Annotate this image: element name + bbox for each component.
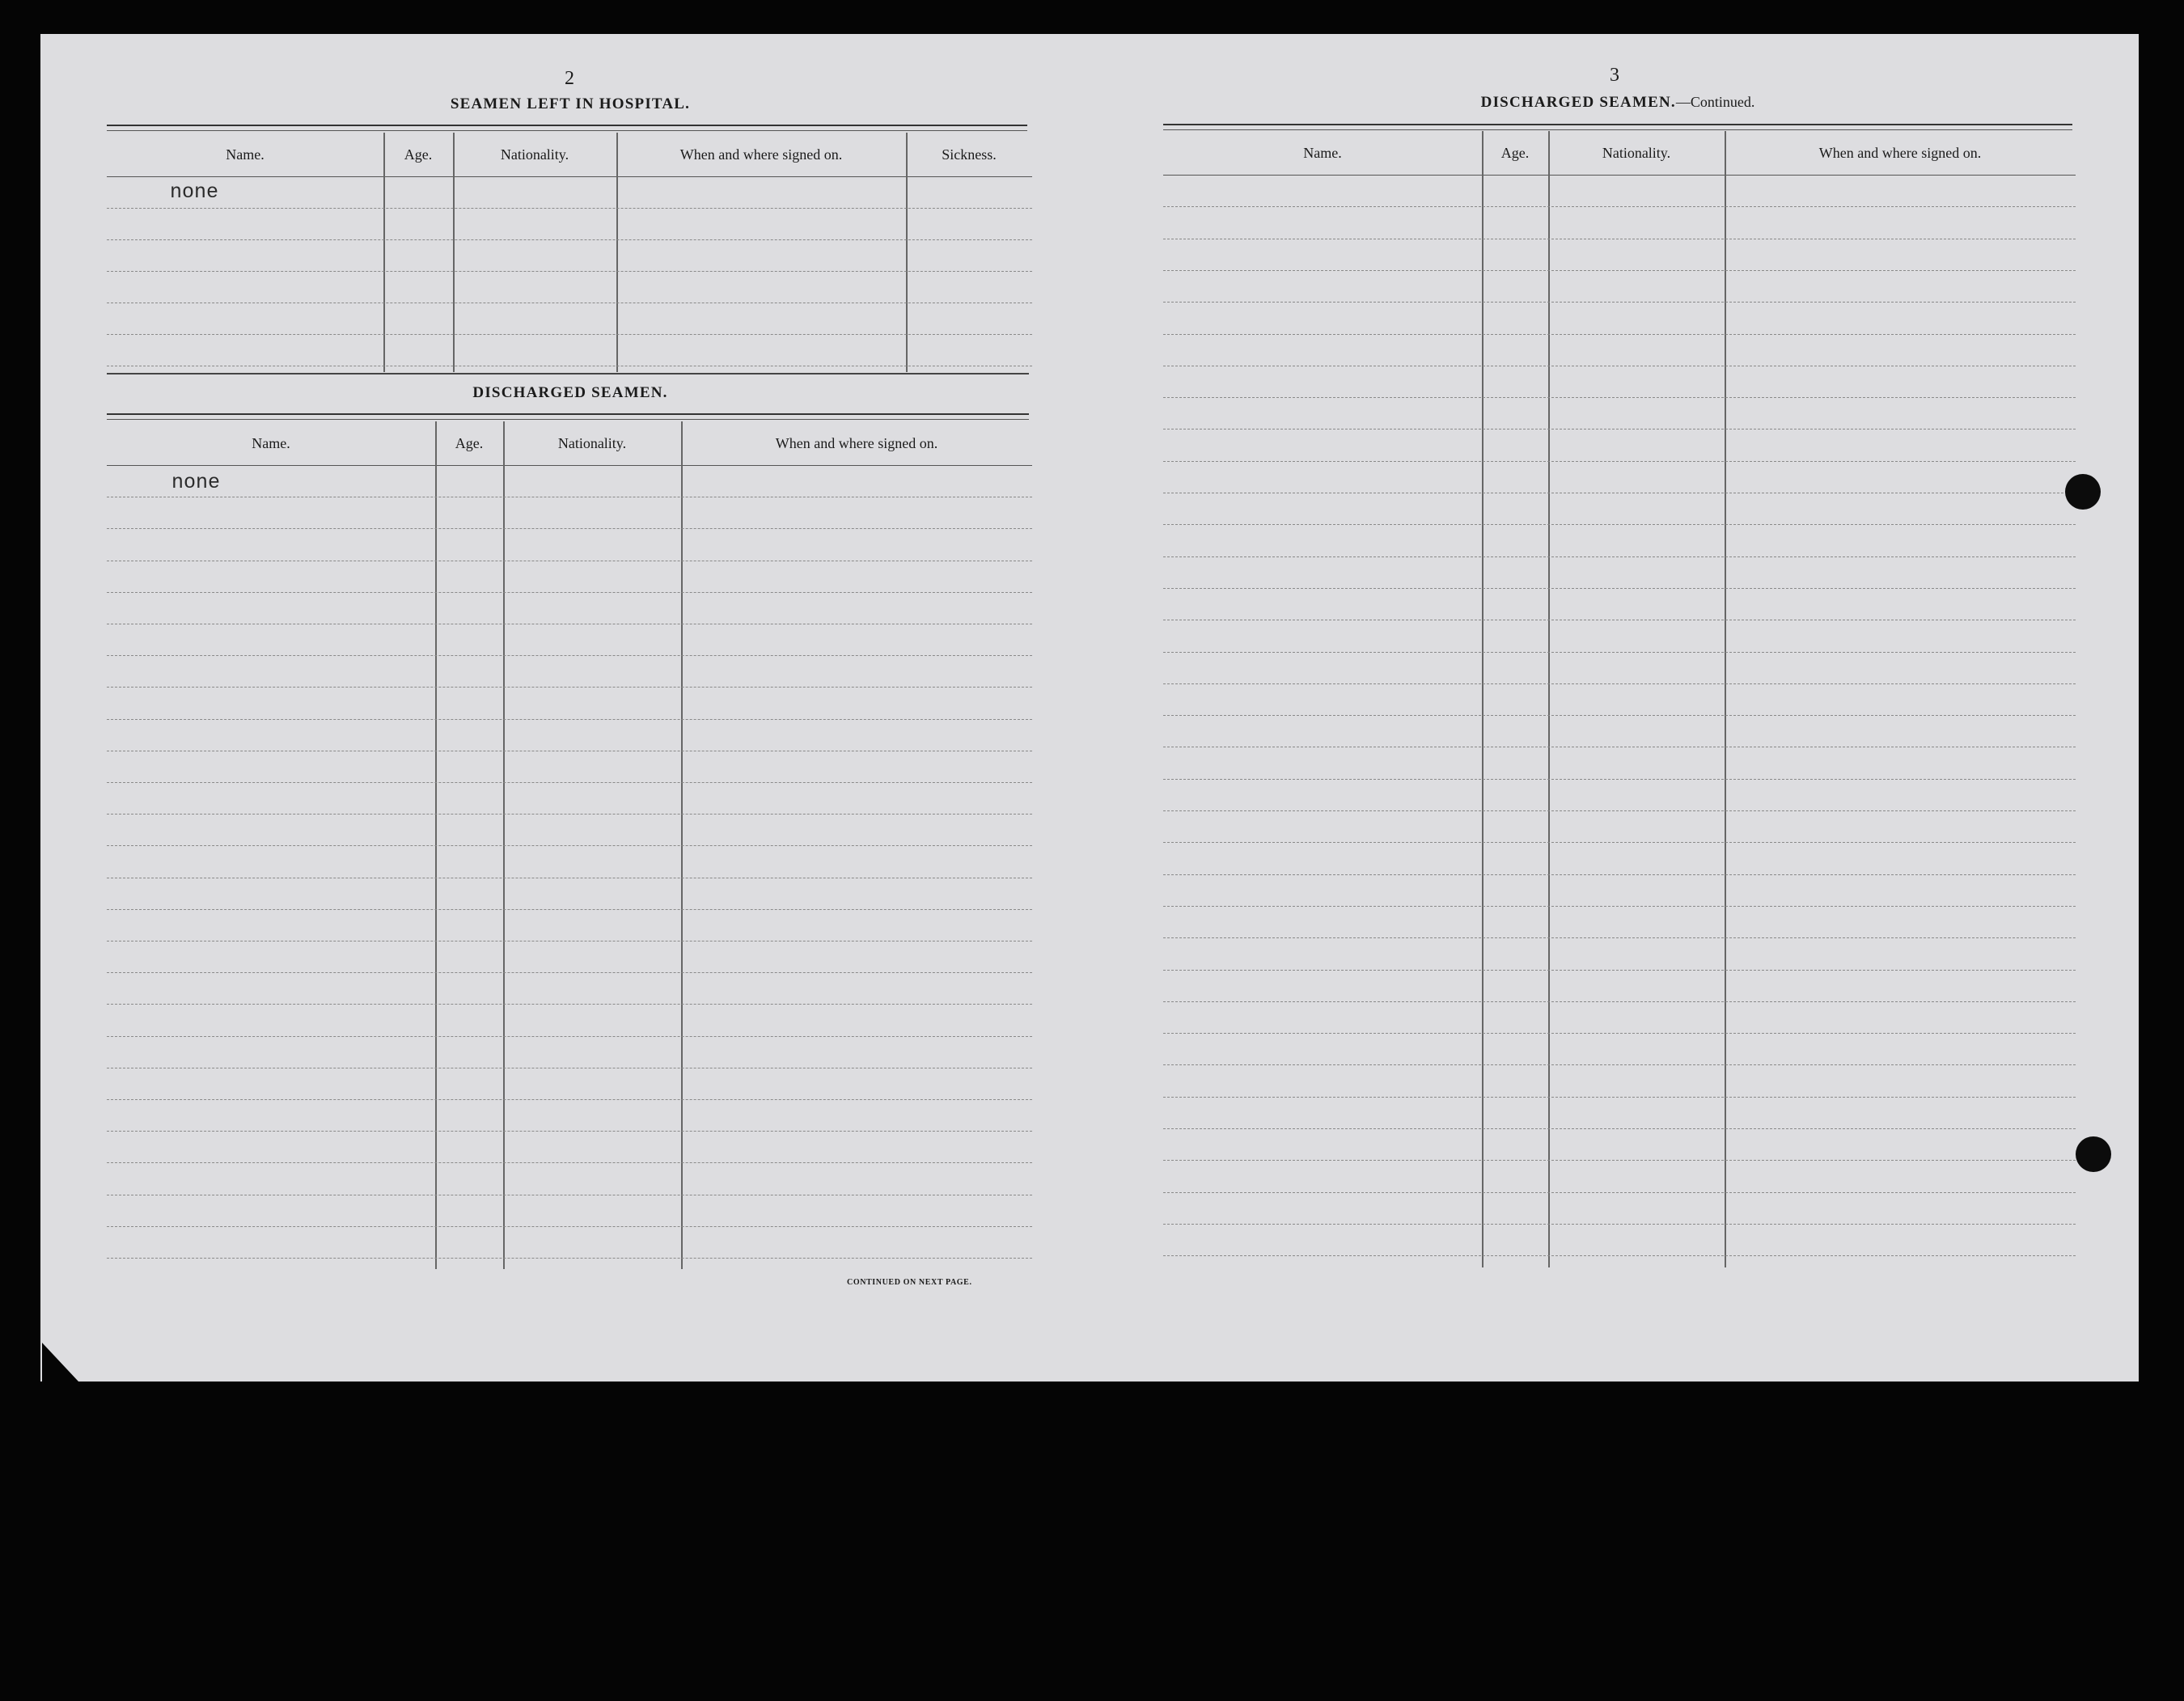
hospital-col-signed-on: When and where signed on. (679, 146, 843, 163)
hospital-bottom-rule (107, 373, 1029, 374)
entry-row-line (107, 1258, 1032, 1259)
entry-row-line (107, 1036, 1032, 1037)
discharged-col-name: Name. (252, 434, 290, 451)
entry-row-line (107, 687, 1032, 688)
right-col-age: Age. (1500, 144, 1530, 161)
entry-row-line (1163, 1160, 2076, 1161)
entry-row-line (107, 1226, 1032, 1227)
discharged-continued-table (1163, 131, 2076, 1267)
discharged-continued-title (1432, 94, 1804, 112)
entry-row-line (1163, 715, 2076, 716)
entry-row-line (1163, 1064, 2076, 1065)
entry-row-line (107, 1162, 1032, 1163)
entry-row-line (1163, 1097, 2076, 1098)
entry-row-line (107, 1099, 1032, 1100)
hospital-section-title: SEAMEN LEFT IN HOSPITAL. (450, 95, 691, 112)
entry-row-line (1163, 779, 2076, 780)
entry-row-line (1163, 842, 2076, 843)
right-top-rule-thin (1163, 129, 2072, 130)
hospital-table (107, 133, 1032, 372)
right-col-name: Name. (1303, 144, 1342, 161)
entry-row-line (1163, 206, 2076, 207)
entry-row-line (1163, 937, 2076, 938)
entry-row-line (1163, 461, 2076, 462)
folded-corner (42, 1343, 78, 1382)
right-header-row (1163, 131, 2076, 176)
entry-row-line (1163, 556, 2076, 557)
punch-hole-top (2065, 474, 2101, 510)
entry-row-line (1163, 1128, 2076, 1129)
hospital-header-row (107, 133, 1032, 177)
entry-row-line (107, 239, 1032, 240)
discharged-col-signed-on: When and where signed on. (775, 434, 938, 451)
entry-row-line (1163, 1033, 2076, 1034)
entry-row-line (1163, 270, 2076, 271)
column-divider (616, 133, 618, 372)
right-col-nationality: Nationality. (1602, 144, 1671, 161)
entry-row-line (107, 719, 1032, 720)
entry-row-line (107, 334, 1032, 335)
entry-row-line (1163, 1192, 2076, 1193)
discharged-table (107, 421, 1032, 1269)
entry-row-line (1163, 397, 2076, 398)
entry-row-line (107, 528, 1032, 529)
entry-row-line (1163, 810, 2076, 811)
entry-row-line (107, 592, 1032, 593)
entry-row-line (1163, 302, 2076, 303)
entry-row-line (107, 1131, 1032, 1132)
continued-note: CONTINUED ON NEXT PAGE. (847, 1278, 972, 1287)
discharged-continued-title-main: DISCHARGED SEAMEN. (1480, 94, 1676, 111)
entry-row-line (107, 814, 1032, 815)
page-number-right: 3 (1610, 65, 1619, 86)
hospital-entry-text: none (170, 180, 219, 204)
entry-row-line (1163, 970, 2076, 971)
entry-row-line (107, 782, 1032, 783)
hospital-top-rule (107, 125, 1027, 126)
discharged-col-nationality: Nationality. (557, 434, 627, 451)
entry-row-line (1163, 524, 2076, 525)
discharged-section-title: DISCHARGED SEAMEN. (472, 384, 668, 401)
entry-row-line (107, 271, 1032, 272)
hospital-col-sickness: Sickness. (942, 146, 997, 163)
discharged-continued-suffix: —Continued. (1675, 94, 1755, 110)
hospital-col-nationality: Nationality. (500, 146, 569, 163)
entry-row-line (107, 655, 1032, 656)
entry-row-line (107, 845, 1032, 846)
entry-row-line (107, 972, 1032, 973)
hospital-col-age: Age. (404, 146, 433, 163)
entry-row-line (1163, 683, 2076, 684)
discharged-col-age: Age. (455, 434, 484, 451)
entry-row-line (1163, 1255, 2076, 1256)
punch-hole-bottom (2076, 1136, 2111, 1172)
right-top-rule (1163, 124, 2072, 125)
column-divider (453, 133, 455, 372)
hospital-col-name: Name. (226, 146, 265, 163)
right-col-signed-on: When and where signed on. (1818, 144, 1982, 161)
column-divider (383, 133, 385, 372)
entry-row-line (1163, 1001, 2076, 1002)
entry-row-line (107, 909, 1032, 910)
discharged-top-rule (107, 413, 1029, 415)
hospital-top-rule-thin (107, 130, 1027, 131)
entry-row-line (1163, 588, 2076, 589)
entry-row-line (1163, 334, 2076, 335)
entry-row-line (107, 208, 1032, 209)
entry-row-line (1163, 874, 2076, 875)
entry-row-line (1163, 1224, 2076, 1225)
entry-row-line (1163, 906, 2076, 907)
page-number-left: 2 (565, 68, 574, 89)
discharged-header-row (107, 421, 1032, 466)
discharged-entry-text: none (171, 471, 221, 494)
entry-row-line (1163, 652, 2076, 653)
entry-row-line (107, 1004, 1032, 1005)
discharged-top-rule-thin (107, 419, 1029, 420)
column-divider (906, 133, 908, 372)
